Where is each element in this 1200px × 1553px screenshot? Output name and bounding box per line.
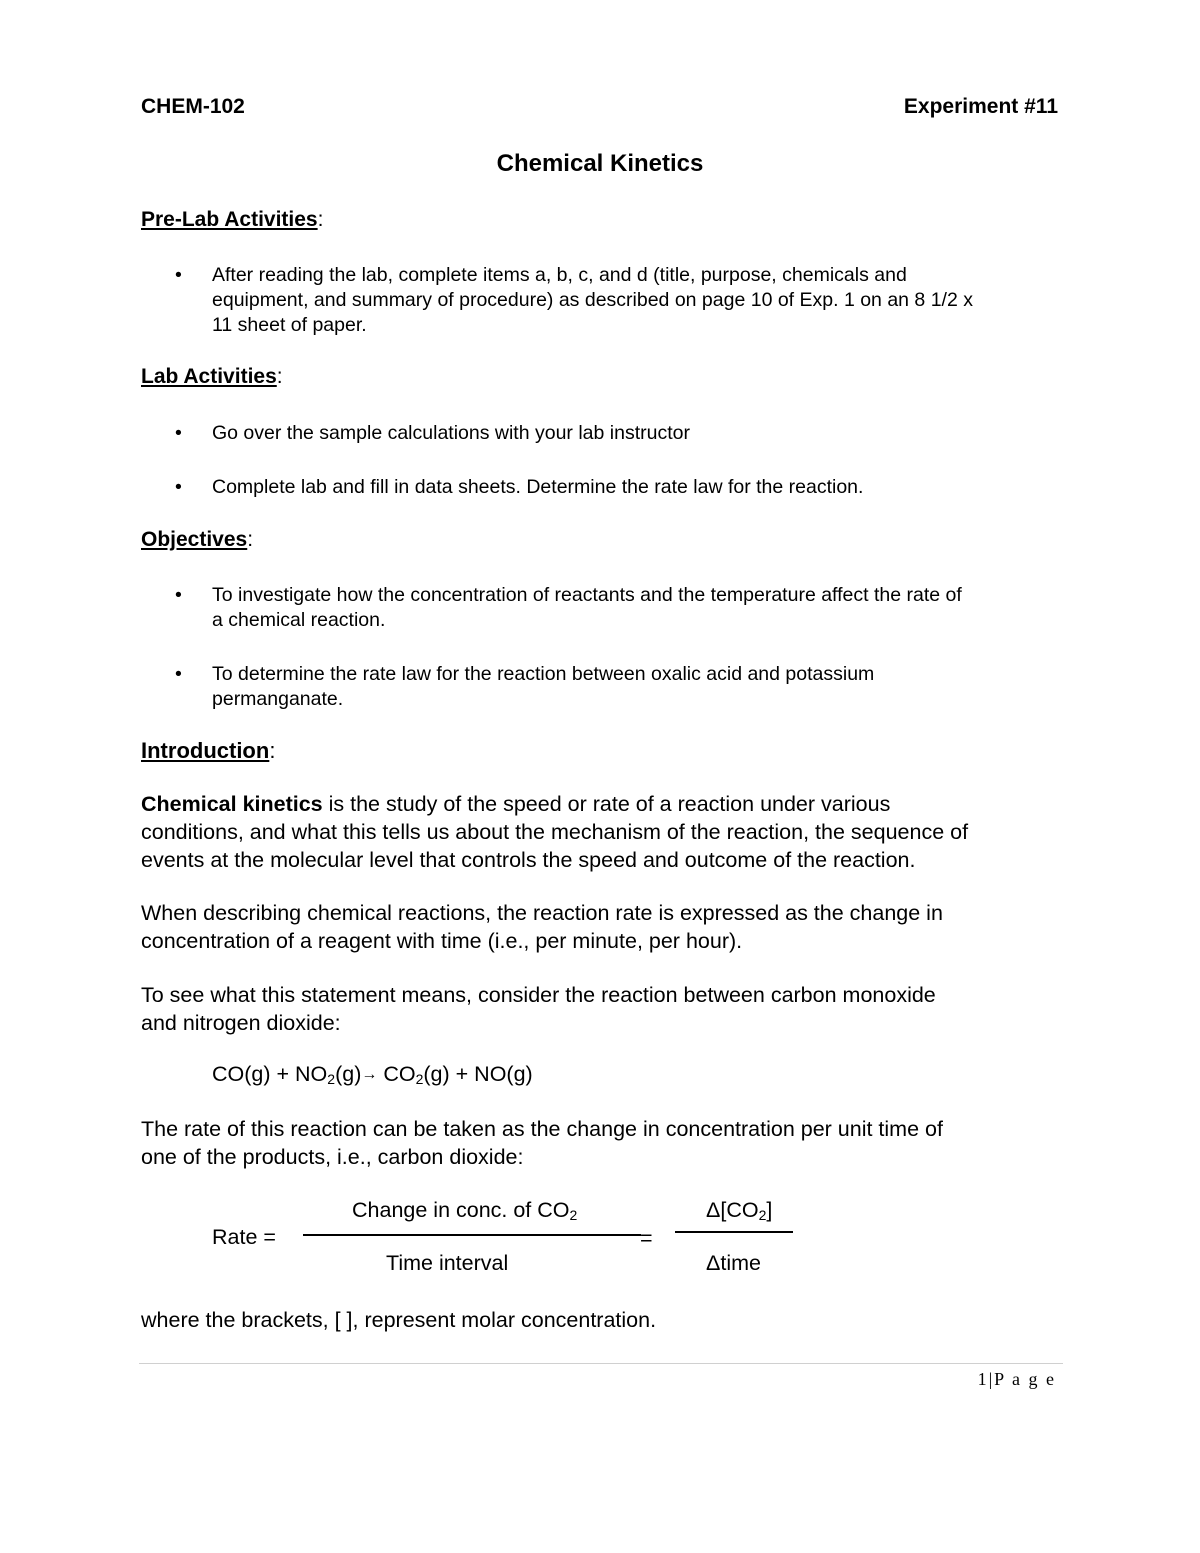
- equation-text: (g): [335, 1062, 362, 1086]
- lab-item-text: Complete lab and fill in data sheets. Determine the rate law for the reaction.: [212, 476, 864, 498]
- paragraph-text: The rate of this reaction can be taken as the change in concentration per unit time of: [141, 1117, 943, 1141]
- bullet-icon: •: [175, 422, 182, 444]
- prelab-item-line: After reading the lab, complete items a, b, c, and d (title, purpose, chemicals and: [212, 264, 907, 286]
- page-footer: [978, 1369, 1056, 1390]
- experiment-number: Experiment #11: [903, 95, 1058, 118]
- intro-paragraph-2: [141, 899, 1061, 955]
- bullet-icon: •: [175, 663, 182, 685]
- rate-numerator-text: [352, 1198, 577, 1223]
- paragraph-text: and nitrogen dioxide:: [141, 1011, 341, 1035]
- chemical-equation: [212, 1062, 533, 1087]
- prelab-heading-text: Pre-Lab Activities: [141, 208, 318, 231]
- lab-heading: Lab Activities:: [141, 365, 283, 388]
- intro-paragraph-3: [141, 981, 1061, 1037]
- prelab-item: [141, 263, 1061, 343]
- equation-text: CO: [377, 1062, 416, 1086]
- objective-item: [141, 583, 1061, 635]
- numerator-text: ]: [766, 1198, 773, 1222]
- fraction-bar: [675, 1231, 793, 1233]
- bullet-icon: •: [175, 584, 182, 606]
- intro-paragraph-5: [141, 1306, 1061, 1334]
- intro-paragraph-1: [141, 790, 1061, 874]
- equation-text: CO(g) + NO: [212, 1062, 328, 1086]
- paragraph-text: one of the products, i.e., carbon dioxide:: [141, 1145, 524, 1169]
- paragraph-text: where the brackets, [ ], represent molar concentration.: [141, 1308, 657, 1332]
- introduction-heading-text: Introduction: [141, 738, 270, 763]
- paragraph-text: conditions, and what this tells us about the mechanism of the reaction, the sequence of: [141, 820, 969, 844]
- objective-item-line: To investigate how the concentration of reactants and the temperature affect the rate of: [212, 584, 962, 606]
- lab-item: [141, 421, 1061, 447]
- equation-subscript: 2: [415, 1071, 424, 1087]
- page-word: P a g e: [994, 1369, 1056, 1389]
- numerator-text: Change in conc. of CO: [352, 1198, 570, 1222]
- footer-divider: [139, 1363, 1063, 1364]
- prelab-heading: Pre-Lab Activities:: [141, 208, 324, 231]
- paragraph-text: concentration of a reagent with time (i.e., per minute, per hour).: [141, 929, 743, 953]
- lab-item-text: Go over the sample calculations with your lab instructor: [212, 422, 690, 444]
- objective-item: [141, 662, 1061, 714]
- footer-separator: |: [988, 1369, 995, 1389]
- equals-sign: =: [640, 1226, 653, 1250]
- equation-text: (g) + NO(g): [423, 1062, 533, 1086]
- rate-denominator-text: Time interval: [386, 1251, 509, 1275]
- rate-denominator-delta: Δtime: [706, 1251, 761, 1275]
- numerator-text: Δ[CO: [706, 1198, 759, 1222]
- page-number: 1: [977, 1369, 989, 1389]
- bullet-icon: •: [175, 264, 182, 286]
- objective-item-line: a chemical reaction.: [212, 609, 386, 631]
- numerator-subscript: 2: [569, 1207, 578, 1223]
- paragraph-text: When describing chemical reactions, the reaction rate is expressed as the change in: [141, 901, 943, 925]
- numerator-subscript: 2: [758, 1207, 767, 1223]
- prelab-item-line: 11 sheet of paper.: [212, 314, 367, 336]
- bullet-icon: •: [175, 476, 182, 498]
- lab-heading-text: Lab Activities: [141, 365, 277, 388]
- objectives-heading-text: Objectives: [141, 528, 248, 551]
- lab-item: [141, 475, 1061, 501]
- objective-item-line: To determine the rate law for the reaction between oxalic acid and potassium: [212, 663, 875, 685]
- intro-paragraph-4: [141, 1115, 1061, 1171]
- term-chemical-kinetics: Chemical kinetics: [141, 792, 323, 816]
- paragraph-text: events at the molecular level that controls the speed and outcome of the reaction.: [141, 848, 916, 872]
- objectives-heading: Objectives:: [141, 528, 254, 551]
- objective-item-line: permanganate.: [212, 688, 344, 710]
- prelab-item-line: equipment, and summary of procedure) as described on page 10 of Exp. 1 on an 8 1/2 x: [212, 289, 973, 311]
- fraction-bar: [303, 1234, 641, 1236]
- introduction-heading: Introduction:: [141, 738, 276, 763]
- paragraph-text: is the study of the speed or rate of a reaction under various: [322, 792, 891, 816]
- reaction-arrow-icon: →: [361, 1066, 378, 1083]
- rate-label: Rate =: [212, 1225, 276, 1249]
- course-code: CHEM-102: [141, 95, 245, 118]
- equation-subscript: 2: [327, 1071, 336, 1087]
- paragraph-text: To see what this statement means, consider the reaction between carbon monoxide: [141, 983, 936, 1007]
- rate-numerator-delta: [706, 1198, 772, 1223]
- document-title: Chemical Kinetics: [496, 150, 704, 177]
